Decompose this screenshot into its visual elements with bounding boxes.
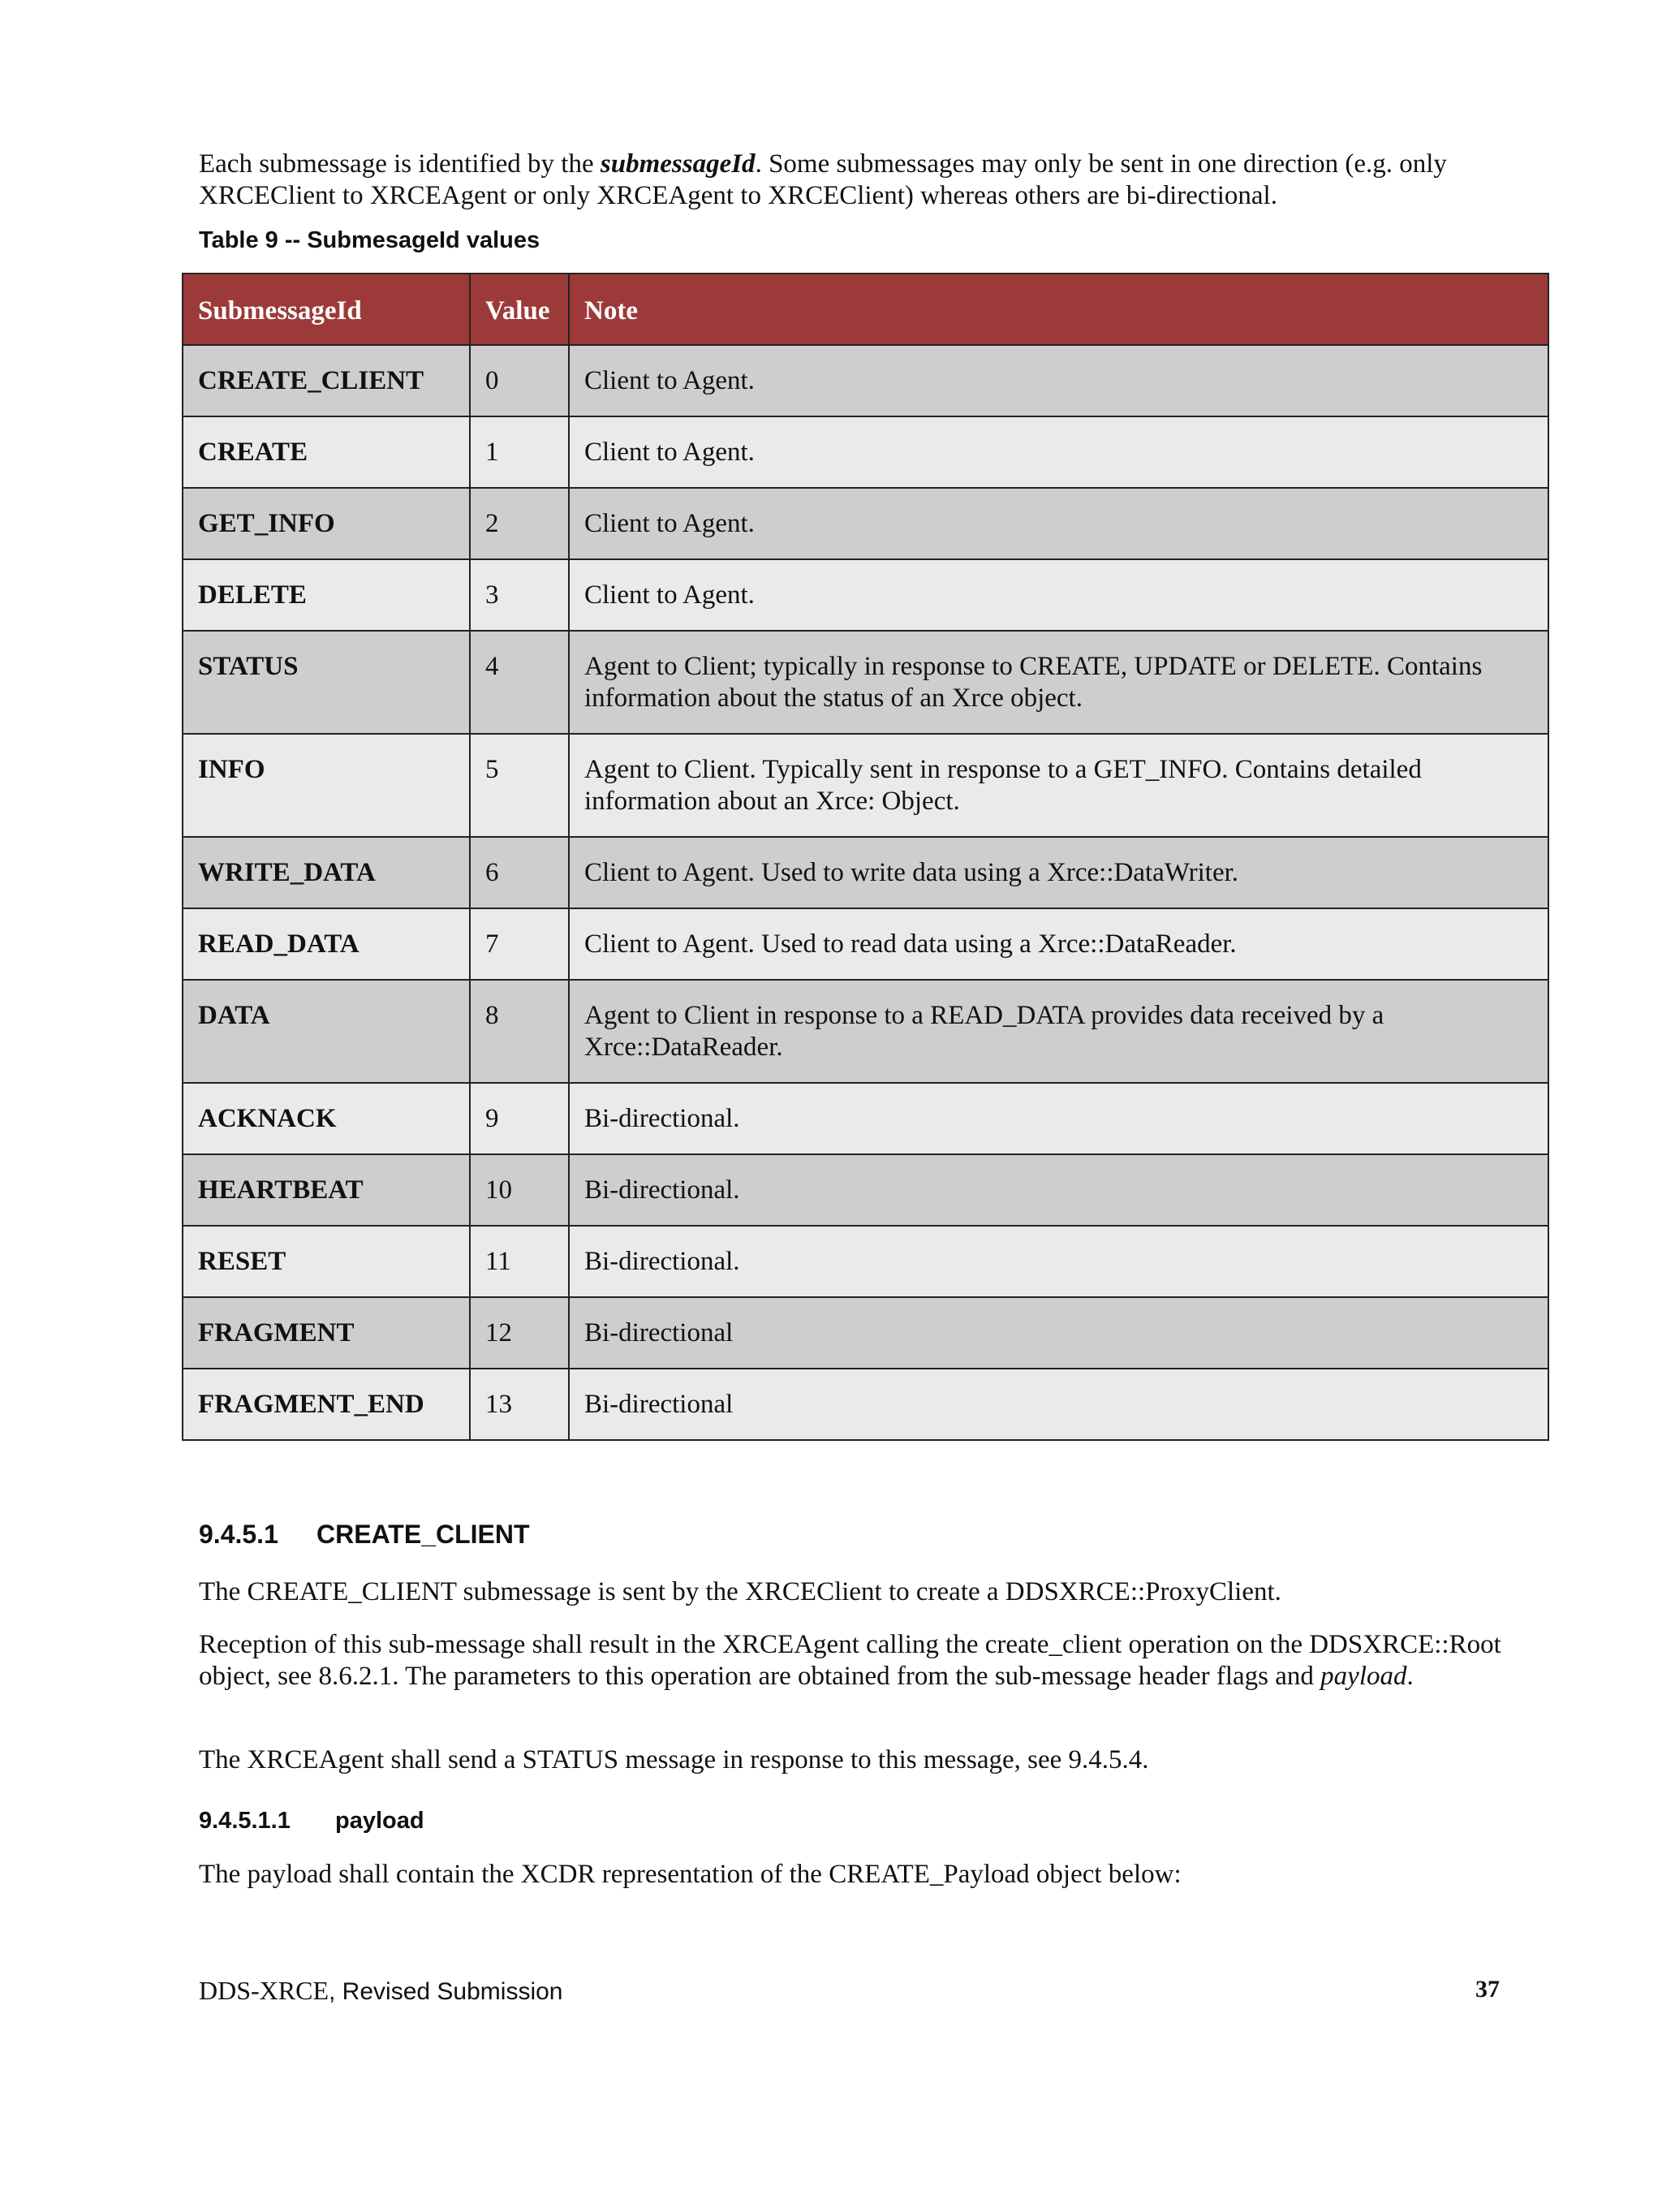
subsection-title: payload: [335, 1808, 424, 1834]
table-row: [183, 1369, 1548, 1440]
section-paragraph-2: [199, 1629, 1513, 1692]
cell-value: 3: [470, 559, 569, 631]
table-row: [183, 631, 1548, 734]
footer-document-title: [199, 1976, 562, 2006]
section-number: 9.4.5.1: [199, 1520, 278, 1549]
table-row: [183, 345, 1548, 416]
table-row: [183, 980, 1548, 1083]
table-row: [183, 1154, 1548, 1226]
cell-value: 0: [470, 345, 569, 416]
cell-submessageid: DATA: [183, 980, 470, 1083]
cell-value: 13: [470, 1369, 569, 1440]
cell-note: Bi-directional.: [569, 1154, 1548, 1226]
section-title: CREATE_CLIENT: [316, 1520, 530, 1549]
intro-text-1: Each submessage is identified by the: [199, 149, 601, 179]
header-value: Value: [470, 274, 569, 345]
cell-value: 1: [470, 416, 569, 488]
subsection-heading: [199, 1808, 424, 1835]
section-heading: [199, 1520, 530, 1550]
cell-value: 6: [470, 837, 569, 908]
cell-value: 9: [470, 1083, 569, 1154]
cell-submessageid: WRITE_DATA: [183, 837, 470, 908]
cell-value: 4: [470, 631, 569, 734]
cell-submessageid: GET_INFO: [183, 488, 470, 559]
table-row: [183, 488, 1548, 559]
table-row: [183, 837, 1548, 908]
table-row: [183, 1297, 1548, 1369]
cell-note: Agent to Client. Typically sent in response to a GET_INFO. Contains detailed information about an Xrce: Object.: [569, 734, 1548, 837]
cell-submessageid: INFO: [183, 734, 470, 837]
intro-text-2: . Some submessages may only be sent in one direction (e.g. only XRCEClient to XRCEAgent or only XRCEAgent to XRCEClient) whereas others are bi-directional.: [199, 149, 1447, 210]
cell-note: Bi-directional.: [569, 1083, 1548, 1154]
table-row: [183, 416, 1548, 488]
table-row: [183, 1226, 1548, 1297]
cell-value: 2: [470, 488, 569, 559]
cell-submessageid: HEARTBEAT: [183, 1154, 470, 1226]
subsection-paragraph-1: The payload shall contain the XCDR representation of the CREATE_Payload object below:: [199, 1860, 1182, 1889]
footer-doc-name: DDS-XRCE: [199, 1976, 329, 2005]
cell-note: Client to Agent.: [569, 488, 1548, 559]
section-paragraph-2-main: Reception of this sub-message shall result in the XRCEAgent calling the create_client operation on the DDSXRCE::Root object, see 8.6.2.1. The parameters to this operation are obtained from the sub-message header flags and: [199, 1630, 1501, 1691]
section-paragraph-3: The XRCEAgent shall send a STATUS message in response to this message, see 9.4.5.4.: [199, 1745, 1149, 1774]
submessage-table: [182, 273, 1549, 1441]
table-row: [183, 908, 1548, 980]
section-paragraph-2-italic: payload: [1320, 1662, 1407, 1691]
cell-value: 5: [470, 734, 569, 837]
cell-submessageid: ACKNACK: [183, 1083, 470, 1154]
cell-note: Client to Agent.: [569, 345, 1548, 416]
cell-note: Client to Agent. Used to write data using a Xrce::DataWriter.: [569, 837, 1548, 908]
intro-paragraph: [199, 149, 1513, 212]
cell-value: 10: [470, 1154, 569, 1226]
cell-note: Agent to Client in response to a READ_DATA provides data received by a Xrce::DataReader.: [569, 980, 1548, 1083]
table-row: [183, 1083, 1548, 1154]
cell-note: Bi-directional.: [569, 1226, 1548, 1297]
cell-submessageid: DELETE: [183, 559, 470, 631]
table-header-row: [183, 274, 1548, 345]
footer-page-number: 37: [1475, 1976, 1500, 2003]
cell-submessageid: STATUS: [183, 631, 470, 734]
cell-value: 12: [470, 1297, 569, 1369]
cell-submessageid: READ_DATA: [183, 908, 470, 980]
header-submessageid: SubmessageId: [183, 274, 470, 345]
table-row: [183, 734, 1548, 837]
table-row: [183, 559, 1548, 631]
cell-note: Client to Agent.: [569, 416, 1548, 488]
cell-note: Client to Agent.: [569, 559, 1548, 631]
cell-submessageid: CREATE: [183, 416, 470, 488]
table-caption: Table 9 -- SubmesageId values: [199, 227, 540, 253]
cell-submessageid: FRAGMENT_END: [183, 1369, 470, 1440]
intro-emphasis: submessageId: [600, 149, 756, 179]
cell-submessageid: RESET: [183, 1226, 470, 1297]
header-note: Note: [569, 274, 1548, 345]
section-paragraph-1: The CREATE_CLIENT submessage is sent by the XRCEClient to create a DDSXRCE::ProxyClient.: [199, 1577, 1281, 1606]
cell-value: 8: [470, 980, 569, 1083]
subsection-number: 9.4.5.1.1: [199, 1808, 291, 1834]
cell-value: 7: [470, 908, 569, 980]
section-paragraph-2-end: .: [1406, 1662, 1414, 1691]
cell-submessageid: FRAGMENT: [183, 1297, 470, 1369]
cell-submessageid: CREATE_CLIENT: [183, 345, 470, 416]
footer-doc-suffix: , Revised Submission: [329, 1978, 563, 2005]
cell-note: Client to Agent. Used to read data using a Xrce::DataReader.: [569, 908, 1548, 980]
cell-note: Bi-directional: [569, 1297, 1548, 1369]
cell-note: Agent to Client; typically in response to CREATE, UPDATE or DELETE. Contains information about the status of an Xrce object.: [569, 631, 1548, 734]
cell-note: Bi-directional: [569, 1369, 1548, 1440]
cell-value: 11: [470, 1226, 569, 1297]
